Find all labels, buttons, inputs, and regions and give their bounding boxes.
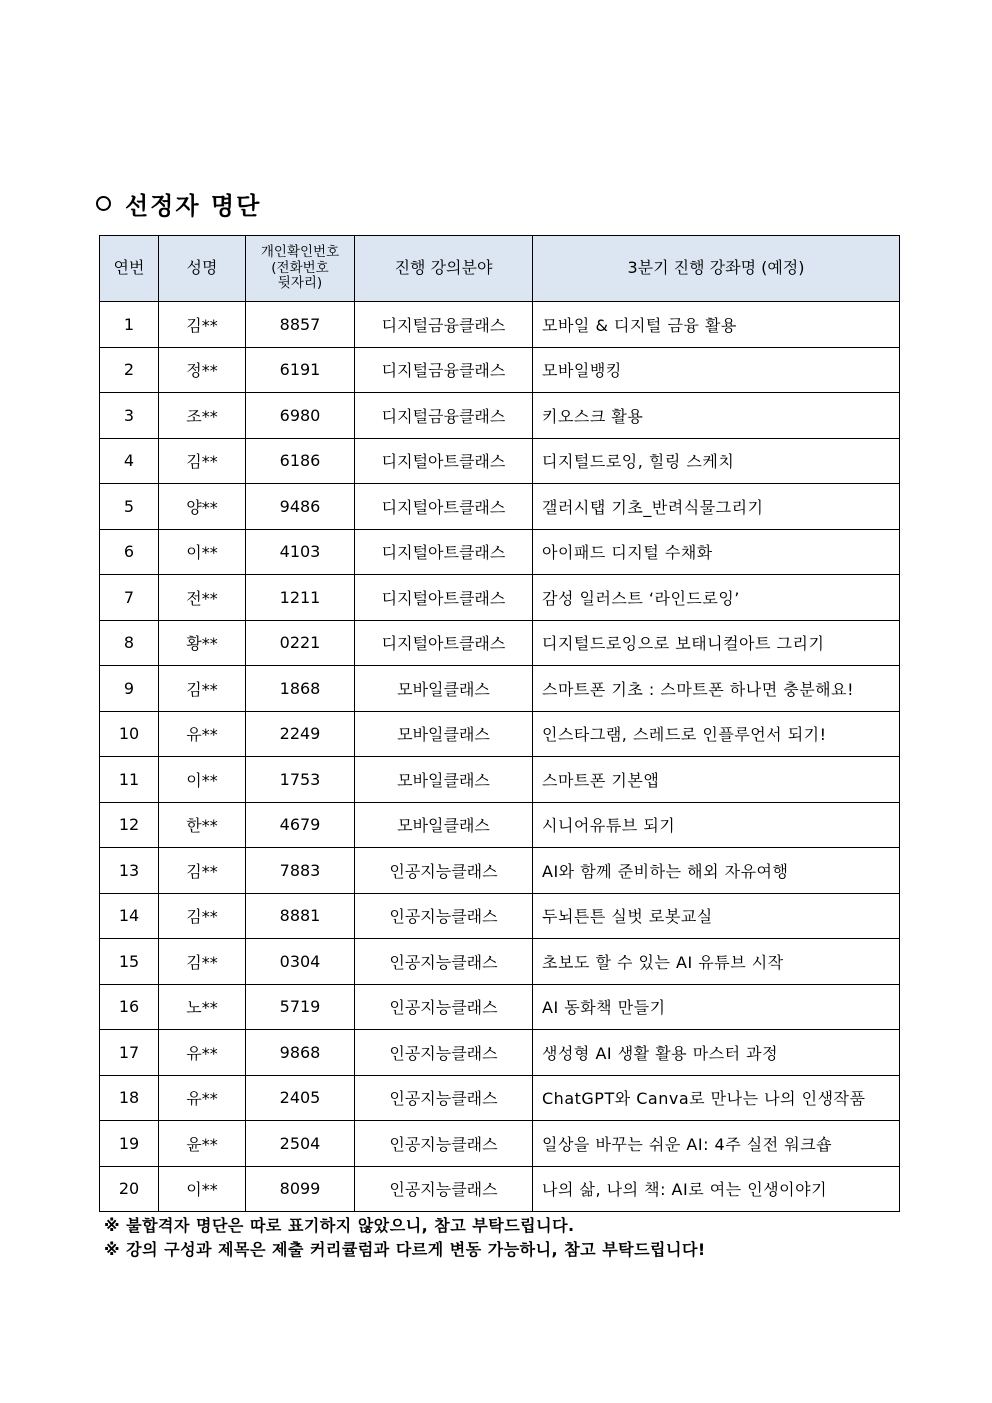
table-header-row [100,236,900,302]
cell-id: 0304 [246,939,355,985]
header-id-line3: 뒷자리) [277,275,323,292]
table-row [100,347,900,393]
cell-id: 9486 [246,484,355,530]
cell-id: 8881 [246,893,355,939]
header-id [246,236,355,302]
cell-name: 윤** [159,1121,246,1167]
cell-no: 17 [100,1030,159,1076]
table-row [100,1030,900,1076]
table-row [100,529,900,575]
cell-field: 디지털금융클래스 [355,302,533,348]
cell-course: AI 동화책 만들기 [533,984,900,1030]
cell-name: 한** [159,802,246,848]
cell-no: 4 [100,438,159,484]
table-body [100,302,900,1212]
cell-field: 인공지능클래스 [355,1121,533,1167]
cell-name: 유** [159,1075,246,1121]
cell-no: 10 [100,711,159,757]
cell-course: 키오스크 활용 [533,393,900,439]
cell-name: 이** [159,529,246,575]
cell-field: 모바일클래스 [355,757,533,803]
cell-no: 7 [100,575,159,621]
cell-id: 9868 [246,1030,355,1076]
cell-course: 두뇌튼튼 실벗 로봇교실 [533,893,900,939]
cell-field: 디지털금융클래스 [355,393,533,439]
cell-course: 모바일 & 디지털 금융 활용 [533,302,900,348]
cell-name: 정** [159,347,246,393]
cell-no: 3 [100,393,159,439]
table-row [100,438,900,484]
cell-field: 인공지능클래스 [355,939,533,985]
cell-field: 디지털아트클래스 [355,620,533,666]
header-name: 성명 [159,236,246,302]
table-row [100,711,900,757]
table-row [100,1166,900,1212]
cell-id: 6186 [246,438,355,484]
cell-id: 2504 [246,1121,355,1167]
cell-name: 김** [159,666,246,712]
cell-no: 6 [100,529,159,575]
table-row [100,393,900,439]
cell-id: 6191 [246,347,355,393]
table-row [100,575,900,621]
cell-field: 인공지능클래스 [355,893,533,939]
cell-field: 인공지능클래스 [355,1166,533,1212]
cell-course: 스마트폰 기초 : 스마트폰 하나면 충분해요! [533,666,900,712]
cell-course: 생성형 AI 생활 활용 마스터 과정 [533,1030,900,1076]
table-row [100,666,900,712]
page-title: 선정자 명단 [125,191,262,220]
table-row [100,984,900,1030]
cell-name: 전** [159,575,246,621]
table-row [100,757,900,803]
cell-name: 양** [159,484,246,530]
cell-name: 김** [159,939,246,985]
cell-no: 19 [100,1121,159,1167]
cell-id: 4679 [246,802,355,848]
section-title-row [96,186,261,220]
cell-course: 감성 일러스트 ‘라인드로잉’ [533,575,900,621]
cell-no: 2 [100,347,159,393]
cell-name: 조** [159,393,246,439]
footnote: ※ 강의 구성과 제목은 제출 커리큘럼과 다르게 변동 가능하니, 참고 부탁드립니다! [104,1240,706,1259]
cell-field: 디지털아트클래스 [355,575,533,621]
cell-id: 2405 [246,1075,355,1121]
cell-no: 18 [100,1075,159,1121]
cell-no: 1 [100,302,159,348]
cell-id: 4103 [246,529,355,575]
cell-name: 김** [159,302,246,348]
cell-field: 인공지능클래스 [355,848,533,894]
table-row [100,939,900,985]
table-row [100,620,900,666]
cell-name: 유** [159,1030,246,1076]
header-id-line2: (전화번호 [271,259,329,276]
table-row [100,484,900,530]
circle-bullet-icon [96,196,111,211]
table-row [100,1121,900,1167]
cell-name: 김** [159,848,246,894]
cell-no: 15 [100,939,159,985]
header-course: 3분기 진행 강좌명 (예정) [533,236,900,302]
cell-no: 13 [100,848,159,894]
cell-id: 8099 [246,1166,355,1212]
cell-field: 모바일클래스 [355,802,533,848]
cell-no: 5 [100,484,159,530]
cell-course: 모바일뱅킹 [533,347,900,393]
cell-name: 이** [159,757,246,803]
cell-field: 디지털아트클래스 [355,438,533,484]
cell-field: 인공지능클래스 [355,984,533,1030]
footnote: ※ 불합격자 명단은 따로 표기하지 않았으니, 참고 부탁드립니다. [104,1216,575,1235]
cell-id: 0221 [246,620,355,666]
cell-course: 디지털드로잉, 힐링 스케치 [533,438,900,484]
cell-id: 6980 [246,393,355,439]
cell-field: 인공지능클래스 [355,1030,533,1076]
cell-course: 일상을 바꾸는 쉬운 AI: 4주 실전 워크숍 [533,1121,900,1167]
table-row [100,848,900,894]
cell-course: 시니어유튜브 되기 [533,802,900,848]
header-id-line1: 개인확인번호 [260,244,340,261]
cell-id: 1868 [246,666,355,712]
cell-course: 나의 삶, 나의 책: AI로 여는 인생이야기 [533,1166,900,1212]
cell-id: 2249 [246,711,355,757]
cell-no: 14 [100,893,159,939]
cell-course: ChatGPT와 Canva로 만나는 나의 인생작품 [533,1075,900,1121]
cell-name: 이** [159,1166,246,1212]
cell-field: 모바일클래스 [355,711,533,757]
table-row [100,893,900,939]
cell-no: 9 [100,666,159,712]
table-row [100,802,900,848]
cell-name: 황** [159,620,246,666]
cell-id: 8857 [246,302,355,348]
cell-name: 김** [159,438,246,484]
footnotes [104,1214,706,1262]
cell-id: 1211 [246,575,355,621]
cell-id: 7883 [246,848,355,894]
cell-id: 1753 [246,757,355,803]
cell-field: 디지털아트클래스 [355,529,533,575]
cell-course: 인스타그램, 스레드로 인플루언서 되기! [533,711,900,757]
cell-name: 김** [159,893,246,939]
cell-field: 디지털금융클래스 [355,347,533,393]
cell-course: 초보도 할 수 있는 AI 유튜브 시작 [533,939,900,985]
table-row [100,1075,900,1121]
cell-name: 노** [159,984,246,1030]
selected-roster-table [99,235,900,1212]
cell-name: 유** [159,711,246,757]
table-row [100,302,900,348]
cell-course: 디지털드로잉으로 보태니컬아트 그리기 [533,620,900,666]
cell-course: 스마트폰 기본앱 [533,757,900,803]
cell-no: 12 [100,802,159,848]
cell-field: 디지털아트클래스 [355,484,533,530]
cell-course: AI와 함께 준비하는 해외 자유여행 [533,848,900,894]
cell-no: 11 [100,757,159,803]
header-field: 진행 강의분야 [355,236,533,302]
cell-no: 16 [100,984,159,1030]
header-no: 연번 [100,236,159,302]
cell-field: 인공지능클래스 [355,1075,533,1121]
cell-no: 20 [100,1166,159,1212]
cell-course: 갤러시탭 기초_반려식물그리기 [533,484,900,530]
cell-field: 모바일클래스 [355,666,533,712]
cell-no: 8 [100,620,159,666]
cell-course: 아이패드 디지털 수채화 [533,529,900,575]
cell-id: 5719 [246,984,355,1030]
